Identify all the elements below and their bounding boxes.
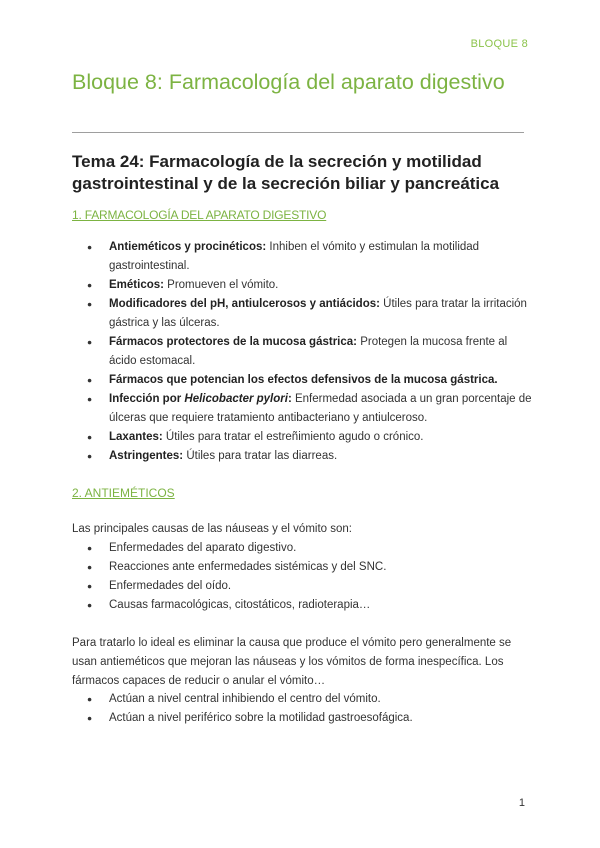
page-title: Bloque 8: Farmacología del aparato digestivo — [72, 70, 505, 94]
page-number: 1 — [518, 797, 525, 809]
list-item — [72, 238, 532, 276]
list-item — [72, 295, 532, 333]
list-item: ● Actúan a nivel central inhibiendo el centro del vómito. — [72, 690, 532, 709]
section-heading-2: 2. ANTIEMÉTICOS — [72, 486, 175, 500]
item-term: Antieméticos y procinéticos: — [109, 241, 267, 253]
topic-title: Tema 24: Farmacología de la secreción y motilidad gastrointestinal y de la secreción biliar y pancreática — [72, 152, 500, 193]
header-tag: BLOQUE 8 — [470, 38, 528, 50]
item-term-suffix: : — [287, 393, 292, 405]
item-term-species: Helicobacter pylori — [184, 393, 288, 405]
causes-list — [72, 539, 532, 615]
item-term: Laxantes: — [109, 431, 163, 443]
item-text: Protegen la mucosa frente al ácido estomacal. — [109, 336, 508, 367]
list-item: ● Enfermedades del aparato digestivo. — [72, 539, 532, 558]
title-divider — [72, 132, 524, 133]
causes-intro: Las principales causas de las náuseas y el vómito son: — [72, 523, 352, 535]
list-item: ● Reacciones ante enfermedades sistémicas y del SNC. — [72, 558, 532, 577]
list-item: ● Causas farmacológicas, citostáticos, radioterapia… — [72, 596, 532, 615]
item-text: Inhiben el vómito y estimulan la motilidad gastrointestinal. — [109, 241, 480, 272]
item-text: Promueven el vómito. — [163, 279, 279, 291]
list-item — [72, 428, 532, 447]
drug-class-list — [72, 238, 532, 466]
list-item — [72, 447, 532, 466]
list-item — [72, 276, 532, 295]
item-term: Fármacos protectores de la mucosa gástrica: — [109, 336, 357, 348]
mechanism-list — [72, 690, 532, 728]
item-text: Útiles para tratar la irritación gástrica y las úlceras. — [109, 298, 527, 329]
list-item: ● Enfermedades del oído. — [72, 577, 532, 596]
item-text: Útiles para tratar el estreñimiento agudo o crónico. — [162, 431, 424, 443]
list-item: ● Actúan a nivel periférico sobre la motilidad gastroesofágica. — [72, 709, 532, 728]
item-term-prefix: Infección por — [109, 393, 185, 405]
item-text: Enfermedad asociada a un gran porcentaje de úlceras que requiere tratamiento antibacteriano y antiulceroso. — [109, 393, 532, 424]
item-term: Astringentes: — [109, 450, 184, 462]
item-term: Modificadores del pH, antiulcerosos y antiácidos: — [109, 298, 380, 310]
item-term: Eméticos: — [109, 279, 164, 291]
item-text: Útiles para tratar las diarreas. — [183, 450, 338, 462]
treatment-paragraph: Para tratarlo lo ideal es eliminar la causa que produce el vómito pero generalmente se usan antieméticos que mejoran las náuseas y los vómitos de forma inespecífica. Los fármacos capaces de reducir o anular el vómito… — [72, 637, 512, 687]
list-item — [72, 333, 532, 371]
item-term: Fármacos que potencian los efectos defensivos de la mucosa gástrica. — [109, 374, 498, 386]
item-term — [109, 393, 292, 405]
list-item — [72, 390, 532, 428]
section-heading-1: 1. FARMACOLOGÍA DEL APARATO DIGESTIVO — [72, 208, 327, 222]
list-item — [72, 371, 532, 390]
